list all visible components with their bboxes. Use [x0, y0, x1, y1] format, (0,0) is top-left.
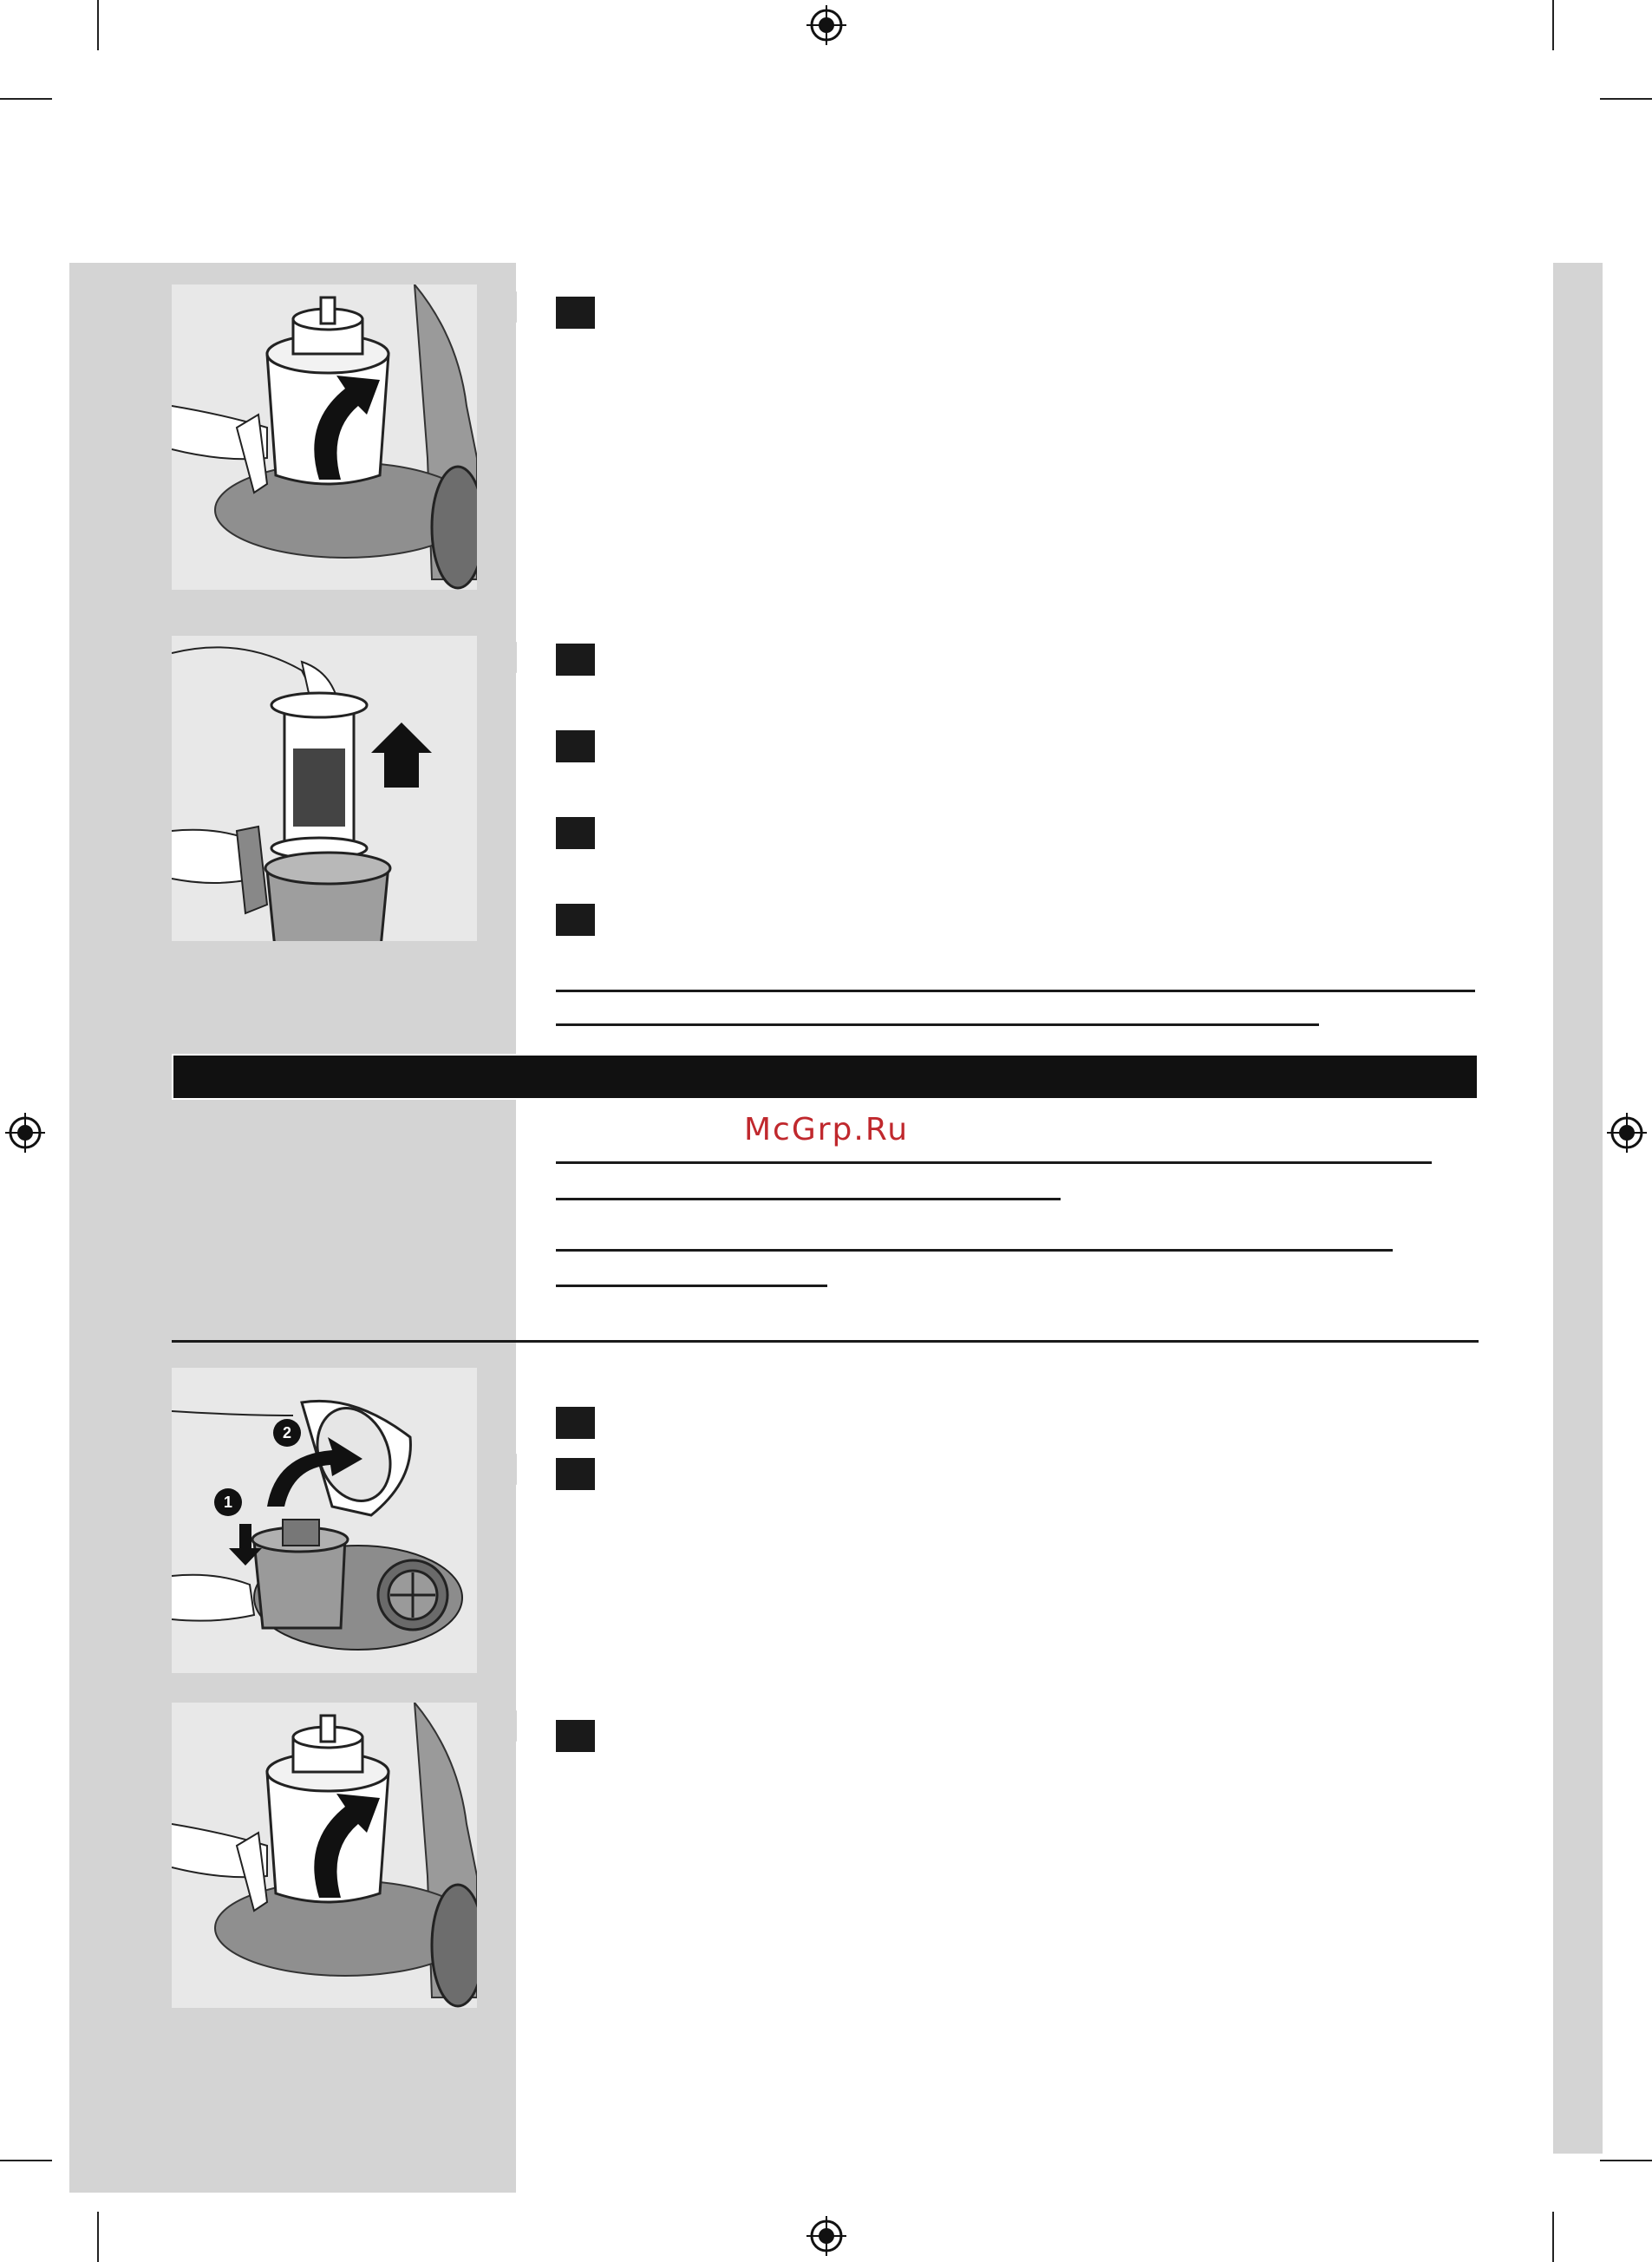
figure-pointer [477, 1710, 517, 1742]
step-number-box [556, 904, 595, 936]
watermark: McGrp.Ru [744, 1112, 910, 1147]
crop-mark [1552, 2212, 1554, 2262]
text-line [556, 990, 1475, 992]
figure-callout-1: 1 [223, 1494, 233, 1511]
figure-remove-filter-unit [172, 636, 477, 941]
section-header-band [172, 1054, 1479, 1100]
crop-mark [1600, 2160, 1652, 2161]
right-margin-column [1553, 263, 1603, 2154]
registration-mark-icon [1607, 1113, 1647, 1153]
step-number-box [556, 1407, 595, 1439]
registration-mark-icon [806, 2216, 846, 2256]
crop-mark [97, 0, 99, 50]
crop-mark [97, 2212, 99, 2262]
text-line [556, 1161, 1432, 1164]
text-line [556, 1023, 1319, 1026]
figure-lift-dust-container [172, 284, 477, 590]
figure-pointer [477, 642, 517, 673]
step-number-box [556, 730, 595, 762]
step-number-box [556, 1458, 595, 1490]
registration-mark-icon [5, 1113, 45, 1153]
section-divider [172, 1340, 1479, 1343]
crop-mark [0, 2160, 52, 2161]
crop-mark [1600, 98, 1652, 100]
figure-pointer [477, 291, 517, 323]
step-number-box [556, 297, 595, 329]
registration-mark-icon [806, 5, 846, 45]
crop-mark [0, 98, 52, 100]
step-number-box [556, 817, 595, 849]
text-line [556, 1249, 1393, 1252]
figure-pointer [477, 1454, 517, 1485]
text-line [556, 1285, 827, 1287]
figure-open-lid-and-lift-container [172, 1368, 477, 1673]
step-number-box [556, 1720, 595, 1752]
figure-callout-2: 2 [282, 1424, 292, 1442]
step-number-box [556, 644, 595, 676]
crop-mark [1552, 0, 1554, 50]
figure-lift-dust-container-repeat [172, 1703, 477, 2008]
text-line [556, 1198, 1061, 1200]
